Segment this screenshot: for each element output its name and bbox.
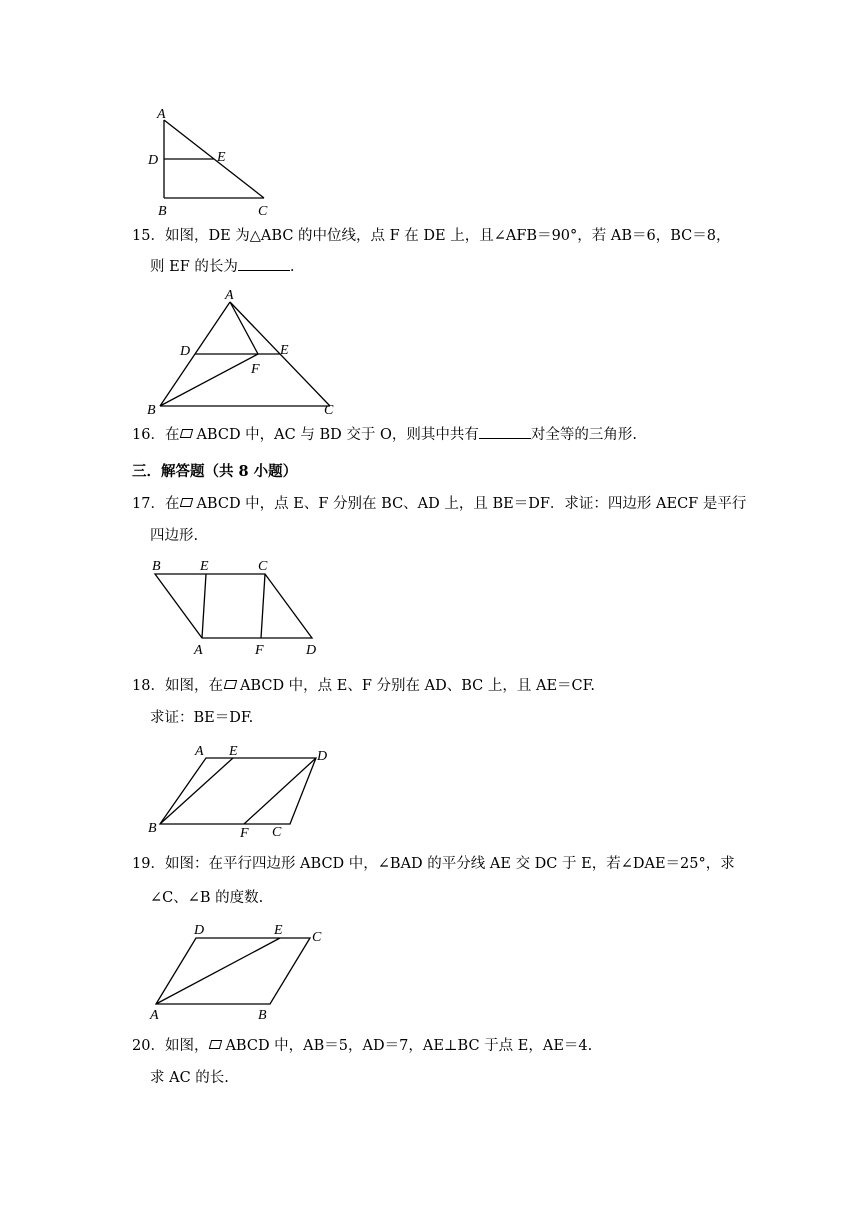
- q16-prefix: 16．在: [132, 427, 180, 443]
- label-E: E: [217, 150, 226, 165]
- q16-text: [132, 424, 637, 445]
- label-A: A: [195, 744, 204, 759]
- label-B: B: [148, 821, 157, 836]
- label-D: D: [194, 923, 205, 938]
- label-A: A: [157, 107, 166, 122]
- label-D: D: [148, 153, 159, 168]
- q20-prefix: 20．如图，: [132, 1038, 209, 1054]
- figure-q19: [140, 918, 340, 1026]
- label-A: A: [150, 1008, 159, 1023]
- q15-text-line2: [150, 256, 294, 277]
- label-A: A: [194, 643, 203, 658]
- label-D: D: [306, 643, 317, 658]
- parallelogram-icon: [180, 498, 193, 507]
- q16-suffix: 对全等的三角形.: [530, 427, 637, 443]
- q17-prefix: 17．在: [132, 496, 180, 512]
- q20-body: ABCD 中，AB＝5，AD＝7，AE⊥BC 于点 E，AE＝4.: [225, 1038, 593, 1054]
- figure-q17: [140, 554, 340, 658]
- label-E: E: [229, 744, 238, 759]
- label-E: E: [280, 343, 289, 358]
- q19-text-line1: 19．如图：在平行四边形 ABCD 中，∠BAD 的平分线 AE 交 DC 于 E，若∠DAE＝25°，求: [132, 856, 735, 872]
- parallelogram-icon: [209, 1040, 222, 1049]
- q15-suffix: .: [289, 259, 295, 275]
- answer-blank: [479, 424, 531, 439]
- label-C: C: [324, 403, 334, 418]
- label-F: F: [240, 826, 249, 841]
- q16-middle: ABCD 中，AC 与 BD 交于 O，则其中共有: [196, 427, 479, 443]
- label-C: C: [312, 930, 322, 945]
- figure-q14: [140, 100, 280, 220]
- q17-text-line2: 四边形.: [150, 528, 199, 544]
- parallelogram-icon: [224, 680, 237, 689]
- q18-body: ABCD 中，点 E、F 分别在 AD、BC 上，且 AE＝CF.: [239, 678, 596, 694]
- answer-blank: [238, 256, 290, 271]
- q20-text-line2: 求 AC 的长.: [150, 1070, 229, 1086]
- label-A: A: [225, 288, 234, 303]
- section-heading: 三．解答题（共 8 小题）: [132, 463, 298, 480]
- label-F: F: [251, 362, 260, 377]
- q15-text-line1: 15．如图，DE 为△ABC 的中位线，点 F 在 DE 上，且∠AFB＝90°，若 AB＝6，BC＝8，: [132, 228, 731, 244]
- label-C: C: [272, 825, 282, 840]
- q15-prefix: 则 EF 的长为: [150, 259, 238, 275]
- q18-text-line1: [132, 676, 595, 696]
- q17-text-line1: [132, 494, 746, 514]
- label-E: E: [274, 923, 283, 938]
- label-B: B: [258, 1008, 267, 1023]
- label-B: B: [152, 559, 161, 574]
- q20-text-line1: [132, 1036, 592, 1056]
- label-C: C: [258, 204, 268, 219]
- q19-text-line2: ∠C、∠B 的度数.: [150, 890, 264, 906]
- label-F: F: [255, 643, 264, 658]
- q17-body: ABCD 中，点 E、F 分别在 BC、AD 上，且 BE＝DF．求证：四边形 AECF 是平行: [196, 496, 747, 512]
- label-B: B: [147, 403, 156, 418]
- label-D: D: [180, 344, 191, 359]
- q18-prefix: 18．如图，在: [132, 678, 223, 694]
- q18-text-line2: 求证：BE＝DF.: [150, 710, 254, 726]
- label-B: B: [158, 204, 167, 219]
- label-D: D: [317, 749, 328, 764]
- figure-q15: [140, 282, 350, 422]
- figure-q18: [140, 740, 340, 840]
- label-E: E: [200, 559, 209, 574]
- label-C: C: [258, 559, 268, 574]
- parallelogram-icon: [180, 429, 193, 438]
